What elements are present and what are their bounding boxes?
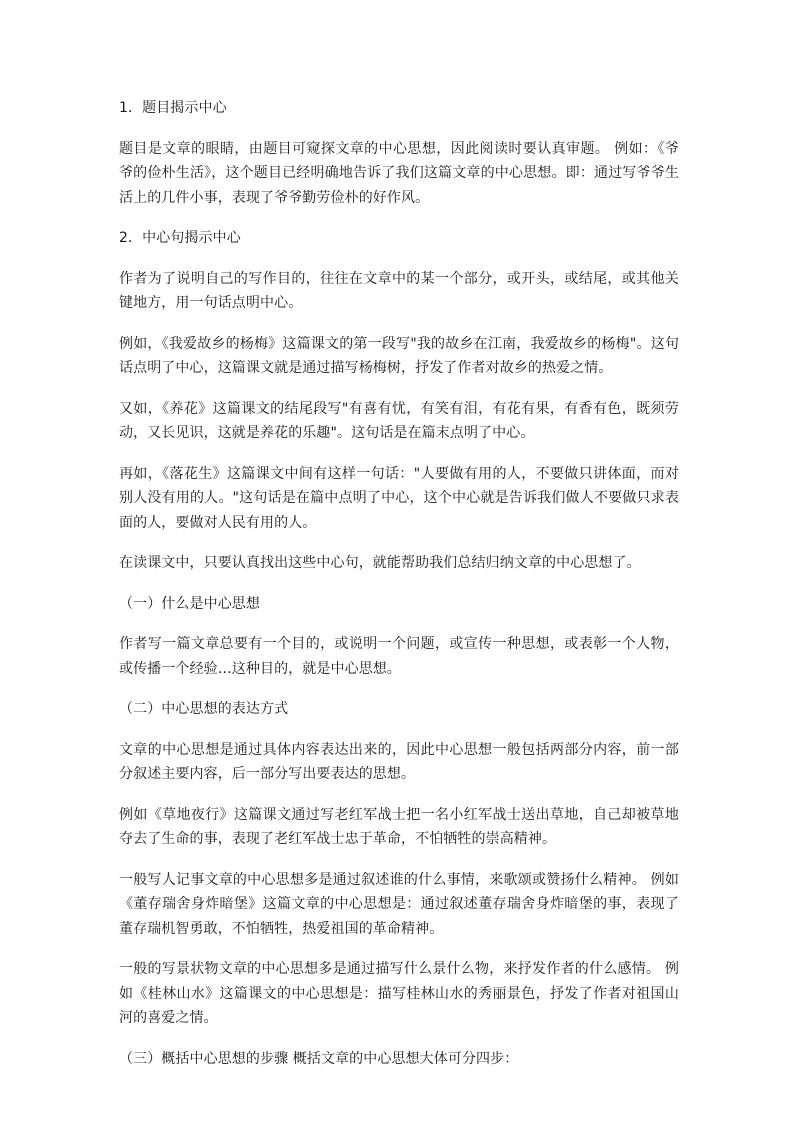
paragraph: 题目是文章的眼睛，由题目可窥探文章的中心思想，因此阅读时要认真审题。 例如：《爷爷的俭朴生活》，这个题目已经明确地告诉了我们这篇文章的中心思想。即：通过写爷爷生活上的几件小事，表现了爷爷勤劳俭朴的好作风。 xyxy=(119,140,679,206)
paragraph: 又如，《养花》这篇课文的结尾段写"有喜有忧，有笑有泪，有花有果，有香有色，既须劳动，又长见识，这就是养花的乐趣"。这句话是在篇末点明了中心。 xyxy=(119,400,679,441)
document-page xyxy=(119,96,679,1071)
subsection-heading-3: （三）概括中心思想的步骤 概括文章的中心思想大体可分四步： xyxy=(119,1050,519,1067)
paragraph: 在读课文中，只要认真找出这些中心句，就能帮助我们总结归纳文章的中心思想了。 xyxy=(119,555,641,571)
paragraph: 例如，《我爱故乡的杨梅》这篇课文的第一段写"我的故乡在江南，我爱故乡的杨梅"。这句话点明了中心，这篇课文就是通过描写杨梅树，抒发了作者对故乡的热爱之情。 xyxy=(119,335,679,376)
subsection-heading-2: （二）中心思想的表达方式 xyxy=(119,701,289,717)
section-heading-2: 2．中心句揭示中心 xyxy=(119,230,241,246)
paragraph: 一般写人记事文章的中心思想多是通过叙述谁的什么事情，来歌颂或赞扬什么精神。 例如《董存瑞舍身炸暗堡》这篇文章的中心思想是：通过叙述董存瑞舍身炸暗堡的事，表现了董存瑞机智勇敢，不怕牺牲，热爱祖国的革命精神。 xyxy=(119,871,679,937)
paragraph: 文章的中心思想是通过具体内容表达出来的，因此中心思想一般包括两部分内容，前一部分叙述主要内容，后一部分写出要表达的思想。 xyxy=(119,741,679,782)
paragraph: 作者为了说明自己的写作目的，往往在文章中的某一个部分，或开头，或结尾，或其他关键地方，用一句话点明中心。 xyxy=(119,270,679,311)
section-heading-1: 1．题目揭示中心 xyxy=(119,100,227,116)
paragraph: 再如，《落花生》这篇课文中间有这样一句话："人要做有用的人，不要做只讲体面，而对别人没有用的人。"这句话是在篇中点明了中心，这个中心就是告诉我们做人不要做只求表面的人，要做对人民有用的人。 xyxy=(119,465,679,531)
paragraph: 例如《草地夜行》这篇课文通过写老红军战士把一名小红军战士送出草地，自己却被草地夺去了生命的事，表现了老红军战士忠于革命，不怕牺牲的崇高精神。 xyxy=(119,806,679,847)
paragraph: 一般的写景状物文章的中心思想多是通过描写什么景什么物，来抒发作者的什么感情。 例如《桂林山水》这篇课文的中心思想是：描写桂林山水的秀丽景色，抒发了作者对祖国山河的喜爱之情。 xyxy=(119,961,679,1026)
paragraph: 作者写一篇文章总要有一个目的，或说明一个问题，或宣传一种思想，或表彰一个人物，或传播一个经验…这种目的，就是中心思想。 xyxy=(119,636,679,677)
subsection-heading-1: （一）什么是中心思想 xyxy=(119,595,260,612)
